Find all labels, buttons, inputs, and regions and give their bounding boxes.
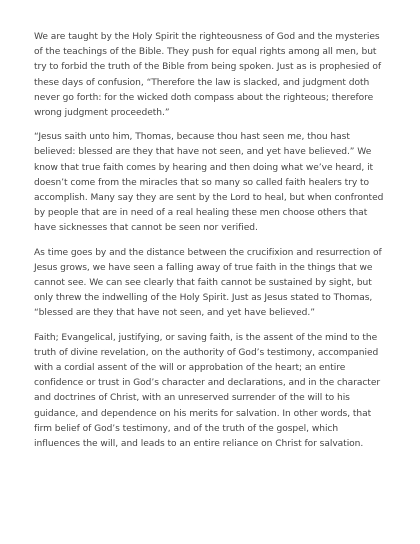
paragraph-1: We are taught by the Holy Spirit the righteousness of God and the mysteries of the teachings of the Bible. They push for equal rights among all men, but try to forbid the truth of the Bible from being spoken. Just as is prophesied of these days of confusion, “Therefore the law is slacked, and judgment doth never go forth: for the wicked doth compass about the righteous; therefore wrong judgment proceedeth.”	[34, 32, 382, 119]
paragraph-4: Faith; Evangelical, justifying, or saving faith, is the assent of the mind to the truth of divine revelation, on the authority of God’s testimony, accompanied with a cordial assent of the will or approbation of the heart; an entire confidence or trust in God’s character and declarations, and in the character and doctrines of Christ, with an unreserved surrender of the will to his guidance, and dependence on his merits for salvation. In other words, that firm belief of God’s testimony, and of the truth of the gospel, which influences the will, and leads to an entire reliance on Christ for salvation.	[34, 332, 381, 450]
paragraph-2: “Jesus saith unto him, Thomas, because thou hast seen me, thou hast believed: blessed are they that have not seen, and yet have believed.” We know that true faith comes by hearing and then doing what we’ve heard, it doesn’t come from the miracles that so many so called faith healers try to accomplish. Many say they are sent by the Lord to heal, but when confronted by people that are in need of a real healing these men choose others that have sicknesses that cannot be seen nor verified.	[34, 132, 384, 234]
paragraph-3: As time goes by and the distance between the crucifixion and resurrection of Jesus grows, we have seen a falling away of true faith in the things that we cannot see. We can see clearly that faith cannot be sustained by sight, but only threw the indwelling of the Holy Spirit. Just as Jesus stated to Thomas, “blessed are they that have not seen, and yet have believed.”	[34, 247, 382, 319]
